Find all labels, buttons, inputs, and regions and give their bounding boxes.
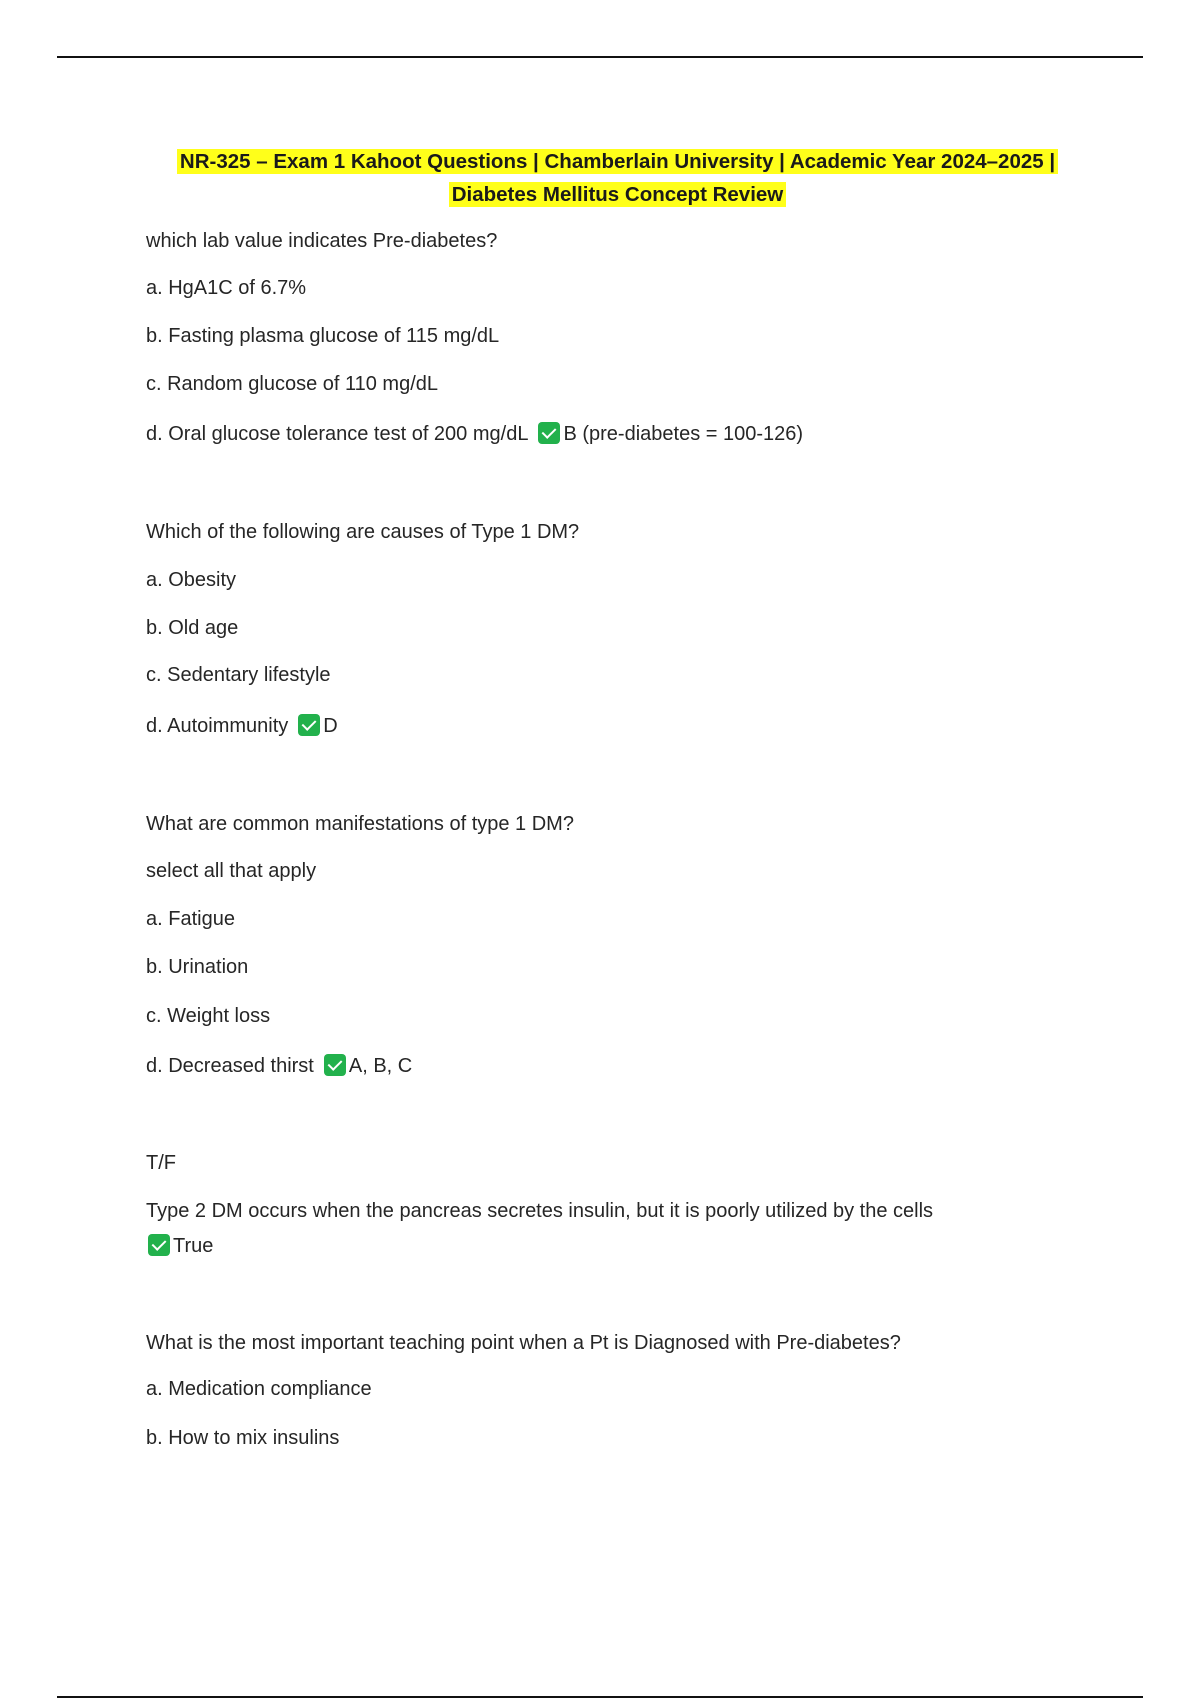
question-2-option-a: a. Obesity	[146, 569, 237, 591]
title-line-1: NR-325 – Exam 1 Kahoot Questions | Chamberlain University | Academic Year 2024–2025 |	[177, 149, 1058, 174]
question-1-option-c: c. Random glucose of 110 mg/dL	[146, 373, 439, 395]
question-2-prompt: Which of the following are causes of Type 1 DM?	[146, 521, 580, 543]
question-2-option-d-row	[146, 713, 338, 739]
document-title	[145, 145, 1090, 211]
check-mark-icon	[298, 714, 320, 736]
title-line-2: Diabetes Mellitus Concept Review	[449, 182, 787, 207]
question-1-prompt: which lab value indicates Pre-diabetes?	[146, 230, 498, 252]
question-3-option-d-row	[146, 1053, 412, 1079]
question-2-answer: D	[323, 715, 338, 737]
question-3-prompt: What are common manifestations of type 1 DM?	[146, 813, 574, 835]
question-2-option-d: d. Autoimmunity	[146, 715, 289, 737]
check-mark-icon	[148, 1234, 170, 1256]
question-1-answer: B (pre-diabetes = 100-126)	[563, 423, 804, 445]
question-5-option-b: b. How to mix insulins	[146, 1427, 340, 1449]
question-4-prompt: Type 2 DM occurs when the pancreas secretes insulin, but it is poorly utilized by the cells	[146, 1200, 934, 1222]
question-4-answer-row	[146, 1233, 213, 1259]
question-3-option-d: d. Decreased thirst	[146, 1055, 314, 1077]
question-5-prompt: What is the most important teaching point when a Pt is Diagnosed with Pre-diabetes?	[146, 1332, 901, 1354]
question-1-option-d-row	[146, 421, 803, 447]
question-5-option-a: a. Medication compliance	[146, 1378, 372, 1400]
question-3-option-b: b. Urination	[146, 956, 249, 978]
question-3-option-c: c. Weight loss	[146, 1005, 271, 1027]
check-mark-icon	[324, 1054, 346, 1076]
question-4-label: T/F	[146, 1152, 176, 1174]
question-3-option-a: a. Fatigue	[146, 908, 235, 930]
question-2-option-b: b. Old age	[146, 617, 239, 639]
question-1-option-b: b. Fasting plasma glucose of 115 mg/dL	[146, 325, 500, 347]
question-1-option-d: d. Oral glucose tolerance test of 200 mg/dL	[146, 423, 529, 445]
question-2-option-c: c. Sedentary lifestyle	[146, 664, 331, 686]
top-rule	[57, 56, 1143, 58]
question-3-instruction: select all that apply	[146, 860, 317, 882]
bottom-rule	[57, 1696, 1143, 1698]
check-mark-icon	[538, 422, 560, 444]
question-1-option-a: a. HgA1C of 6.7%	[146, 277, 307, 299]
question-3-answer: A, B, C	[348, 1055, 413, 1077]
question-4-answer: True	[173, 1235, 214, 1257]
